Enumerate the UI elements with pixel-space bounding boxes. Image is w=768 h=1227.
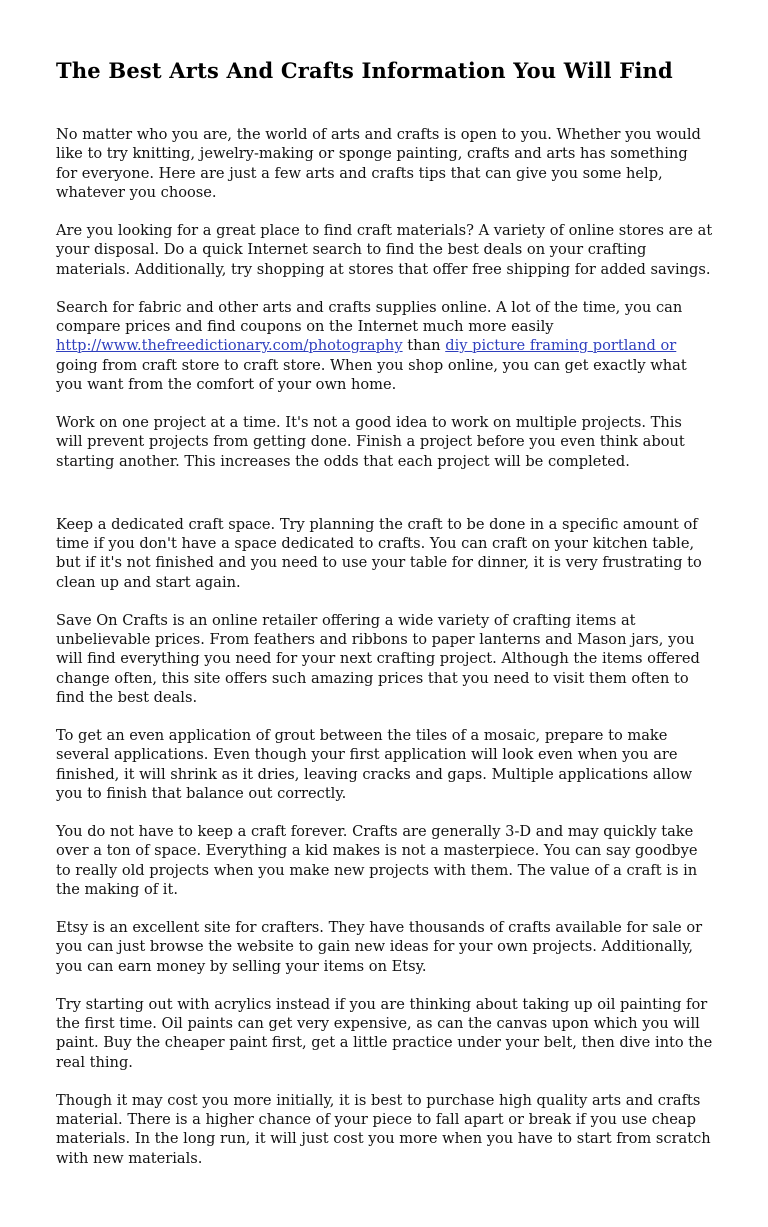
paragraph-supplies-text-1: Search for fabric and other arts and crafts supplies online. A lot of the time, you can compare prices and find coupons on the Internet much more easily <box>56 298 683 335</box>
paragraph-supplies-text-3: going from craft store to craft store. When you shop online, you can get exactly what you want from the comfort of your own home. <box>56 356 687 393</box>
paragraph-grout-mosaic: To get an even application of grout between the tiles of a mosaic, prepare to make several applications. Even though your first application will look even when you are finished, it will shrink as it dries, leaving cracks and gaps. Multiple applications allow you to finish that balance out correctly. <box>56 727 693 802</box>
paragraph-online-stores: Are you looking for a great place to find craft materials? A variety of online stores are at your disposal. Do a quick Internet search to find the best deals on your crafting materials. Additionally, try shopping at stores that offer free shipping for added savings. <box>56 222 713 278</box>
link-thefreedictionary-photography[interactable]: http://www.thefreedictionary.com/photography <box>56 337 403 355</box>
paragraph-intro: No matter who you are, the world of arts and crafts is open to you. Whether you would like to try knitting, jewelry-making or sponge painting, crafts and arts has something for everyone. Here are just a few arts and crafts tips that can give you some help, whatever you choose. <box>56 126 701 201</box>
paragraph-one-project: Work on one project at a time. It's not a good idea to work on multiple projects. This will prevent projects from getting done. Finish a project before you even think about starting another. This increases the odds that each project will be completed. <box>56 414 685 470</box>
paragraph-quality-materials: Though it may cost you more initially, it is best to purchase high quality arts and crafts material. There is a higher chance of your piece to fall apart or break if you use cheap materials. In the long run, it will just cost you more when you have to start from scratch with new materials. <box>56 1091 711 1167</box>
paragraph-supplies-online <box>56 298 713 394</box>
page-title: The Best Arts And Crafts Information You Will Find <box>56 58 673 83</box>
paragraph-craft-space: Keep a dedicated craft space. Try planning the craft to be done in a specific amount of time if you don't have a space dedicated to crafts. You can craft on your kitchen table, but if it's not finished and you need to use your table for dinner, it is very frustrating to clean up and start again. <box>56 515 702 591</box>
paragraph-supplies-text-2: than <box>402 337 446 355</box>
paragraph-acrylics: Try starting out with acrylics instead if you are thinking about taking up oil painting for the first time. Oil paints can get very expensive, as can the canvas upon which you will paint. Buy the cheaper paint first, get a little practice under your belt, then dive into the real thing. <box>56 995 713 1071</box>
link-diy-picture-framing-portland[interactable]: diy picture framing portland or <box>445 337 677 355</box>
paragraph-etsy: Etsy is an excellent site for crafters. They have thousands of crafts available for sale or you can just browse the website to gain new ideas for your own projects. Additionally, you can earn money by selling your items on Etsy. <box>56 919 703 975</box>
paragraph-keep-craft: You do not have to keep a craft forever. Crafts are generally 3-D and may quickly take over a ton of space. Everything a kid makes is not a masterpiece. You can say goodbye to really old projects when you make new projects with them. The value of a craft is in the making of it. <box>56 823 698 898</box>
paragraph-save-on-crafts: Save On Crafts is an online retailer offering a wide variety of crafting items at unbelievable prices. From feathers and ribbons to paper lanterns and Mason jars, you will find everything you need for your next crafting project. Although the items offered change often, this site offers such amazing prices that you need to visit them often to find the best deals. <box>56 611 700 706</box>
